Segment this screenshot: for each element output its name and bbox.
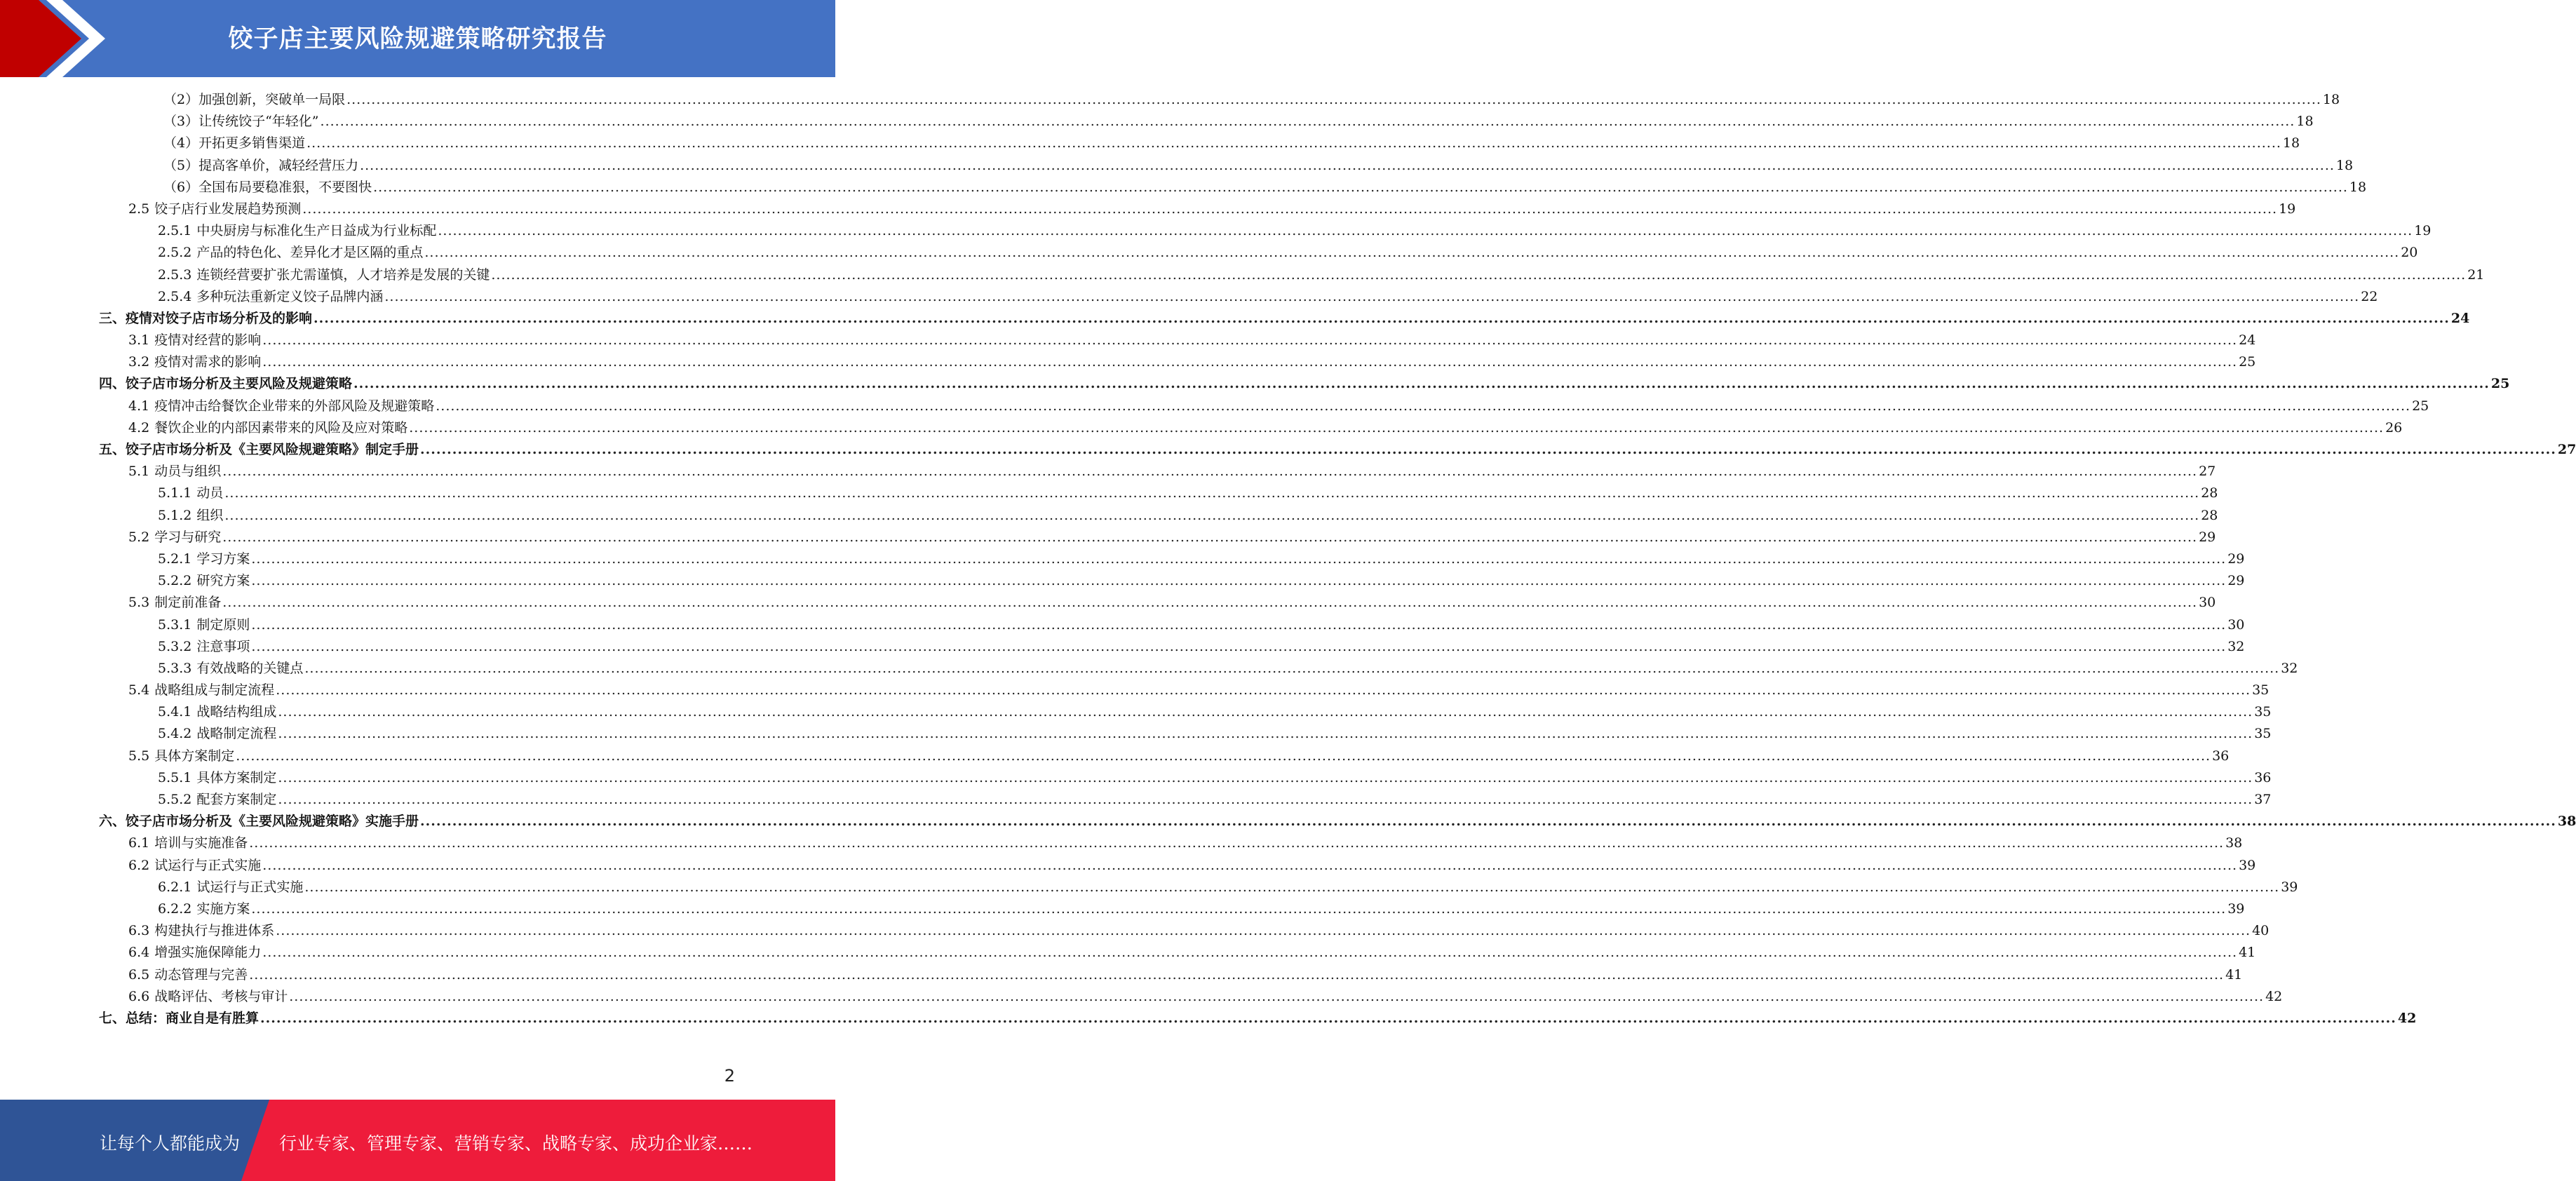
toc-dot-leader: ................................................................................................................................................................................................................................................................................................................................................................................................................ [260,1010,2396,1026]
toc-entry[interactable] [99,942,2256,964]
toc-dot-leader: ................................................................................................................................................................................................................................................................................................................................................................................................................ [346,92,2321,107]
toc-entry-page: 21 [2467,266,2485,283]
toc-entry-page: 38 [2225,835,2243,851]
toc-dot-leader: ................................................................................................................................................................................................................................................................................................................................................................................................................ [304,879,2280,895]
toc-entry[interactable] [99,373,2510,395]
toc-entry[interactable] [99,570,2245,592]
toc-entry-page: 39 [2227,900,2245,917]
toc-entry-number: 5.2 [128,529,150,545]
toc-entry-title: 七、总结：商业自是有胜算 [99,1010,259,1026]
toc-entry-page: 18 [2322,92,2340,107]
toc-entry[interactable] [99,461,2216,482]
toc-dot-leader: ................................................................................................................................................................................................................................................................................................................................................................................................................ [262,354,2238,370]
toc-dot-leader: ................................................................................................................................................................................................................................................................................................................................................................................................................ [353,376,2490,392]
toc-entry[interactable] [99,614,2245,636]
toc-entry-page: 29 [2227,573,2245,589]
toc-entry-title: 产品的特色化、差异化才是区隔的重点 [196,245,424,261]
toc-entry[interactable] [99,439,2576,461]
toc-entry[interactable] [99,417,2403,439]
toc-entry-number: 5.1 [128,464,150,480]
toc-entry[interactable] [99,745,2230,767]
toc-entry-title: 动员与组织 [154,464,222,480]
toc-entry-page: 36 [2212,748,2230,764]
toc-entry-page: 29 [2227,551,2245,567]
toc-entry-page: 26 [2385,419,2403,436]
toc-dot-leader: ................................................................................................................................................................................................................................................................................................................................................................................................................ [313,310,2450,326]
toc-entry-title: 餐饮企业的内部因素带来的风险及应对策略 [154,419,408,436]
toc-dot-leader: ................................................................................................................................................................................................................................................................................................................................................................................................................ [289,988,2265,1004]
toc-dot-leader: ................................................................................................................................................................................................................................................................................................................................................................................................................ [249,835,2225,851]
toc-entry-number: 5.4.2 [158,726,192,742]
toc-entry-title: 多种玩法重新定义饺子品牌内涵 [196,288,384,304]
toc-entry-title: （6）全国布局要稳准狠，不要图快 [163,179,372,195]
toc-dot-leader: ................................................................................................................................................................................................................................................................................................................................................................................................................ [276,923,2251,939]
toc-entry-page: 29 [2199,529,2216,545]
toc-entry-number: 2.5.2 [158,245,192,261]
toc-entry-number: 6.5 [128,966,150,983]
toc-entry-title: 疫情对经营的影响 [154,332,262,349]
toc-entry-title: （2）加强创新，突破单一局限 [163,92,346,107]
toc-entry-page: 22 [2361,288,2378,304]
toc-entry-number: 2.5.1 [158,223,192,239]
toc-entry-page: 39 [2239,857,2256,873]
toc-entry[interactable] [99,723,2272,745]
toc-entry-page: 19 [2279,201,2296,217]
toc-entry-page: 42 [2397,1010,2417,1026]
toc-entry-title: 五、饺子店市场分析及《主要风险规避策略》制定手册 [99,442,419,457]
toc-entry-title: 制定原则 [196,616,250,633]
toc-entry[interactable] [99,789,2272,811]
toc-dot-leader: ................................................................................................................................................................................................................................................................................................................................................................................................................ [222,464,2198,480]
toc-dot-leader: ................................................................................................................................................................................................................................................................................................................................................................................................................ [436,398,2411,414]
toc-entry[interactable] [99,1008,2417,1030]
toc-dot-leader: ................................................................................................................................................................................................................................................................................................................................................................................................................ [438,223,2413,239]
toc-dot-leader: ................................................................................................................................................................................................................................................................................................................................................................................................................ [224,485,2200,501]
toc-entry-number: 2.5.3 [158,266,192,283]
toc-entry-page: 35 [2254,704,2272,720]
toc-dot-leader: ................................................................................................................................................................................................................................................................................................................................................................................................................ [384,288,2360,304]
toc-entry[interactable] [99,548,2245,570]
toc-entry-title: 战略制定流程 [196,726,277,742]
toc-dot-leader: ................................................................................................................................................................................................................................................................................................................................................................................................................ [278,726,2253,742]
toc-entry-page: 41 [2239,945,2256,961]
toc-entry[interactable] [99,986,2283,1008]
toc-dot-leader: ................................................................................................................................................................................................................................................................................................................................................................................................................ [320,114,2295,130]
toc-entry[interactable] [99,505,2218,527]
page-title: 饺子店主要风险规避策略研究报告 [228,25,607,53]
toc-entry-number: 5.3 [128,595,150,611]
toc-entry-page: 18 [2296,114,2314,130]
toc-entry-number: 4.2 [128,419,150,436]
toc-entry[interactable] [99,396,2429,417]
toc-entry[interactable] [99,920,2270,942]
header-banner [0,0,835,77]
toc-entry-page: 24 [2450,310,2470,326]
toc-dot-leader: ................................................................................................................................................................................................................................................................................................................................................................................................................ [304,660,2280,676]
toc-entry-number: 6.2.2 [158,900,192,917]
toc-entry-number: 6.6 [128,988,150,1004]
toc-entry-number: 5.4.1 [158,704,192,720]
toc-dot-leader: ................................................................................................................................................................................................................................................................................................................................................................................................................ [251,573,2227,589]
toc-entry[interactable] [99,351,2256,373]
toc-entry-page: 27 [2557,442,2576,457]
toc-entry-number: 5.2.1 [158,551,192,567]
toc-dot-leader: ................................................................................................................................................................................................................................................................................................................................................................................................................ [278,792,2253,807]
toc-entry-page: 24 [2239,332,2256,349]
toc-entry-title: 组织 [196,507,224,523]
toc-dot-leader: ................................................................................................................................................................................................................................................................................................................................................................................................................ [224,507,2200,523]
toc-entry-page: 36 [2254,769,2272,785]
toc-entry-title: 学习方案 [196,551,250,567]
toc-entry-number: 6.3 [128,923,150,939]
toc-entry[interactable] [99,964,2243,986]
toc-entry[interactable] [99,242,2418,264]
toc-entry-number: 3.1 [128,332,150,349]
toc-entry-title: 构建执行与推进体系 [154,923,275,939]
toc-entry-title: 三、疫情对饺子店市场分析及的影响 [99,310,313,326]
toc-entry-page: 18 [2335,157,2354,173]
toc-entry-page: 27 [2199,464,2216,480]
toc-entry-page: 37 [2254,792,2272,807]
toc-entry-title: 增强实施保障能力 [154,945,262,961]
toc-entry-title: 实施方案 [196,900,250,917]
toc-dot-leader: ................................................................................................................................................................................................................................................................................................................................................................................................................ [424,245,2400,261]
toc-dot-leader: ................................................................................................................................................................................................................................................................................................................................................................................................................ [360,157,2335,173]
toc-entry-title: （5）提高客单价，减轻经营压力 [163,157,359,173]
toc-entry[interactable] [99,111,2314,133]
toc-entry-page: 30 [2199,595,2216,611]
toc-dot-leader: ................................................................................................................................................................................................................................................................................................................................................................................................................ [249,966,2225,983]
toc-entry-page: 32 [2281,660,2298,676]
toc-entry[interactable] [99,286,2378,308]
toc-entry-page: 25 [2239,354,2256,370]
toc-entry-title: 研究方案 [196,573,250,589]
toc-entry-page: 18 [2349,179,2367,195]
toc-entry-number: 4.1 [128,398,150,414]
toc-entry-page: 41 [2225,966,2243,983]
toc-dot-leader: ................................................................................................................................................................................................................................................................................................................................................................................................................ [420,814,2556,830]
toc-entry-page: 28 [2201,485,2218,501]
toc-dot-leader: ................................................................................................................................................................................................................................................................................................................................................................................................................ [491,266,2467,283]
toc-entry-title: 动态管理与完善 [154,966,248,983]
toc-entry-title: 制定前准备 [154,595,222,611]
toc-entry[interactable] [99,89,2340,111]
toc-entry-number: 3.2 [128,354,150,370]
toc-entry-title: 疫情冲击给餐饮企业带来的外部风险及规避策略 [154,398,435,414]
toc-entry-title: 培训与实施准备 [154,835,248,851]
toc-entry-page: 19 [2414,223,2432,239]
toc-dot-leader: ................................................................................................................................................................................................................................................................................................................................................................................................................ [278,704,2253,720]
toc-entry[interactable] [99,592,2216,614]
toc-dot-leader: ................................................................................................................................................................................................................................................................................................................................................................................................................ [251,551,2227,567]
toc-entry-title: （4）开拓更多销售渠道 [163,135,306,151]
toc-entry-page: 30 [2227,616,2245,633]
toc-dot-leader: ................................................................................................................................................................................................................................................................................................................................................................................................................ [306,135,2281,151]
toc-entry[interactable] [99,308,2470,330]
toc-entry[interactable] [99,330,2256,351]
toc-entry-title: 试运行与正式实施 [154,857,262,873]
toc-entry-number: 5.5.1 [158,769,192,785]
toc-entry-page: 20 [2401,245,2418,261]
toc-entry[interactable] [99,767,2272,789]
footer-banner [0,1100,835,1181]
toc-entry-number: 5.3.2 [158,638,192,654]
toc-dot-leader: ................................................................................................................................................................................................................................................................................................................................................................................................................ [262,945,2238,961]
toc-entry-page: 38 [2557,814,2576,830]
table-of-contents [99,89,2576,1030]
toc-dot-leader: ................................................................................................................................................................................................................................................................................................................................................................................................................ [251,638,2227,654]
toc-dot-leader: ................................................................................................................................................................................................................................................................................................................................................................................................................ [251,900,2227,917]
toc-entry-title: 动员 [196,485,224,501]
toc-entry-title: （3）让传统饺子“年轻化” [163,114,319,130]
toc-entry-page: 42 [2265,988,2283,1004]
toc-entry-number: 5.1.1 [158,485,192,501]
toc-entry-title: 战略组成与制定流程 [154,682,275,699]
toc-entry-number: 6.4 [128,945,150,961]
toc-entry-title: 有效战略的关键点 [196,660,304,676]
toc-entry-title: 六、饺子店市场分析及《主要风险规避策略》实施手册 [99,814,419,830]
toc-entry-number: 2.5.4 [158,288,192,304]
toc-entry[interactable] [99,527,2216,548]
toc-entry-page: 28 [2201,507,2218,523]
toc-entry-number: 5.4 [128,682,150,699]
toc-entry-page: 35 [2252,682,2270,699]
toc-entry-title: 具体方案制定 [154,748,235,764]
toc-entry-title: 试运行与正式实施 [196,879,304,895]
toc-entry[interactable] [99,701,2272,723]
toc-entry[interactable] [99,220,2432,242]
toc-entry-title: 战略结构组成 [196,704,277,720]
toc-dot-leader: ................................................................................................................................................................................................................................................................................................................................................................................................................ [276,682,2251,699]
toc-entry[interactable] [99,877,2298,898]
toc-entry-title: 学习与研究 [154,529,222,545]
toc-entry-number: 6.1 [128,835,150,851]
toc-entry-title: 连锁经营要扩张尤需谨慎，人才培养是发展的关键 [196,266,490,283]
toc-dot-leader: ................................................................................................................................................................................................................................................................................................................................................................................................................ [373,179,2348,195]
toc-entry-page: 18 [2282,135,2300,151]
toc-dot-leader: ................................................................................................................................................................................................................................................................................................................................................................................................................ [302,201,2278,217]
toc-dot-leader: ................................................................................................................................................................................................................................................................................................................................................................................................................ [409,419,2385,436]
toc-entry-page: 40 [2252,923,2270,939]
toc-entry[interactable] [99,264,2485,286]
toc-entry[interactable] [99,133,2300,154]
toc-entry-number: 5.5 [128,748,150,764]
toc-dot-leader: ................................................................................................................................................................................................................................................................................................................................................................................................................ [262,332,2238,349]
toc-entry-title: 饺子店行业发展趋势预测 [154,201,302,217]
toc-entry[interactable] [99,177,2367,198]
toc-dot-leader: ................................................................................................................................................................................................................................................................................................................................................................................................................ [278,769,2253,785]
toc-entry-number: 5.1.2 [158,507,192,523]
toc-entry-title: 配套方案制定 [196,792,277,807]
toc-entry-page: 25 [2412,398,2429,414]
toc-dot-leader: ................................................................................................................................................................................................................................................................................................................................................................................................................ [262,857,2238,873]
toc-entry-number: 5.5.2 [158,792,192,807]
page-number: 2 [724,1066,735,1086]
toc-entry-number: 6.2.1 [158,879,192,895]
toc-entry-page: 32 [2227,638,2245,654]
toc-entry[interactable] [99,155,2354,177]
toc-entry-number: 5.3.3 [158,660,192,676]
toc-entry-title: 中央厨房与标准化生产日益成为行业标配 [196,223,437,239]
toc-entry-page: 35 [2254,726,2272,742]
toc-entry-title: 疫情对需求的影响 [154,354,262,370]
footer-slogan-left: 让每个人都能成为 [100,1133,241,1154]
toc-entry[interactable] [99,898,2245,920]
toc-entry-number: 6.2 [128,857,150,873]
toc-entry-title: 四、饺子店市场分析及主要风险及规避策略 [99,376,353,392]
toc-dot-leader: ................................................................................................................................................................................................................................................................................................................................................................................................................ [222,595,2198,611]
toc-entry[interactable] [99,658,2298,680]
toc-entry-number: 5.3.1 [158,616,192,633]
toc-entry[interactable] [99,811,2576,832]
toc-entry[interactable] [99,482,2218,504]
toc-entry[interactable] [99,855,2256,877]
toc-entry[interactable] [99,198,2296,220]
toc-entry-page: 25 [2490,376,2510,392]
toc-entry[interactable] [99,832,2243,854]
toc-entry-title: 具体方案制定 [196,769,277,785]
footer-slogan-right: 行业专家、管理专家、营销专家、战略专家、成功企业家…… [279,1133,753,1154]
toc-entry-title: 战略评估、考核与审计 [154,988,288,1004]
toc-entry[interactable] [99,636,2245,658]
toc-dot-leader: ................................................................................................................................................................................................................................................................................................................................................................................................................ [222,529,2198,545]
toc-dot-leader: ................................................................................................................................................................................................................................................................................................................................................................................................................ [236,748,2211,764]
toc-entry[interactable] [99,680,2270,701]
toc-entry-page: 39 [2281,879,2298,895]
toc-dot-leader: ................................................................................................................................................................................................................................................................................................................................................................................................................ [420,442,2556,457]
toc-entry-number: 5.2.2 [158,573,192,589]
toc-dot-leader: ................................................................................................................................................................................................................................................................................................................................................................................................................ [251,616,2227,633]
toc-entry-title: 注意事项 [196,638,250,654]
toc-entry-number: 2.5 [128,201,150,217]
